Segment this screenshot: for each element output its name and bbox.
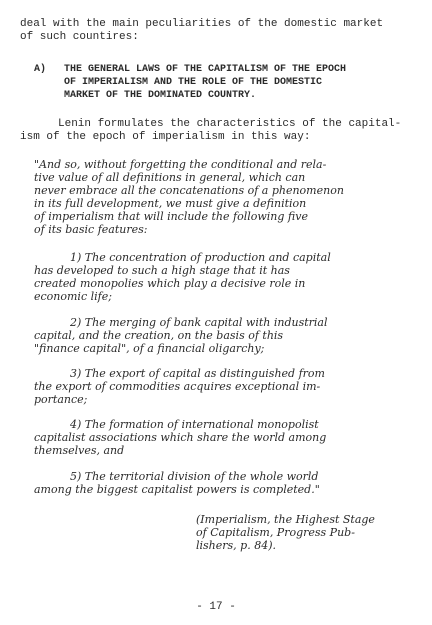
quote-intro-line-1: "And so, without forgetting the conditional and rela- [34, 158, 327, 171]
section-heading-line-1: THE GENERAL LAWS OF THE CAPITALISM OF THE EPOCH [64, 64, 347, 75]
feature-1-line-3: created monopolies which play a decisive role in [34, 277, 306, 290]
feature-3-line-2: the export of commodities acquires exceptional im- [34, 380, 321, 393]
citation-line-2: of Capitalism, Progress Pub- [196, 526, 355, 539]
section-heading-line-2: OF IMPERIALISM AND THE ROLE OF THE DOMESTIC [64, 77, 323, 88]
section-heading-line-3: MARKET OF THE DOMINATED COUNTRY. [64, 90, 257, 101]
feature-4-line-2: capitalist associations which share the world among [34, 431, 327, 444]
feature-1-line-1: 1) The concentration of production and capital [70, 251, 331, 264]
feature-2-line-2: capital, and the creation, on the basis of this [34, 329, 284, 342]
lead-line-2: ism of the epoch of imperialism in this way: [20, 131, 311, 143]
feature-2-line-1: 2) The merging of bank capital with industrial [70, 316, 328, 329]
page-number: - 17 - [196, 601, 236, 613]
section-marker: A) [34, 64, 47, 75]
citation-line-3: lishers, p. 84). [196, 539, 276, 552]
quote-intro-line-2: tive value of all definitions in general, which can [34, 171, 306, 184]
quote-intro-line-3: never embrace all the concatenations of a phenomenon [34, 184, 344, 197]
feature-4-line-1: 4) The formation of international monopolist [70, 418, 319, 431]
quote-intro-line-4: in its full development, we must give a definition [34, 197, 307, 210]
feature-2-line-3: "finance capital", of a financial oligarchy; [34, 342, 265, 355]
intro-line-1: deal with the main peculiarities of the domestic market [20, 18, 384, 30]
feature-5-line-1: 5) The territorial division of the whole world [70, 470, 319, 483]
feature-5-line-2: among the biggest capitalist powers is completed." [34, 483, 320, 496]
quote-intro-line-5: of imperialism that will include the following five [34, 210, 308, 223]
feature-3-line-1: 3) The export of capital as distinguished from [70, 367, 325, 380]
citation-line-1: (Imperialism, the Highest Stage [196, 513, 375, 526]
lead-line-1: Lenin formulates the characteristics of the capital- [58, 118, 402, 130]
feature-3-line-3: portance; [34, 393, 88, 406]
quote-intro-line-6: of its basic features: [34, 223, 148, 236]
feature-4-line-3: themselves, and [34, 444, 125, 457]
intro-line-2: of such countires: [20, 31, 139, 43]
feature-1-line-4: economic life; [34, 290, 112, 303]
feature-1-line-2: has developed to such a high stage that it has [34, 264, 290, 277]
